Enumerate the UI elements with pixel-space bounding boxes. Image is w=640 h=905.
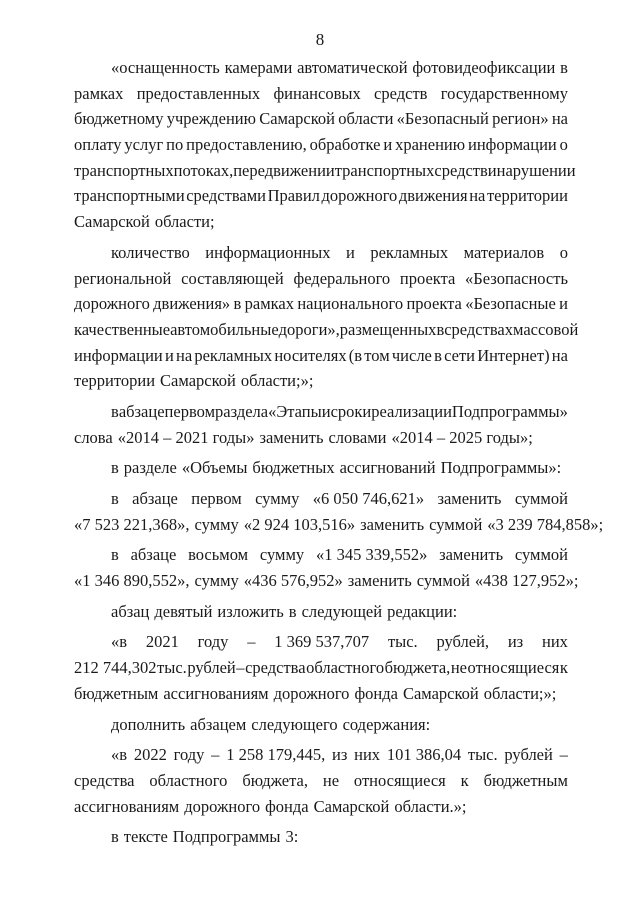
word: Самарской [74,212,150,232]
text-line [74,655,568,681]
word: рекламных [194,345,273,365]
word: слова [74,427,113,447]
word: Самарской [313,796,390,816]
word: сети [444,345,475,365]
text-line [74,425,568,451]
word: территории [74,371,156,391]
word: ассигнованиям [74,796,180,816]
word: относящиеся [353,770,446,790]
word: транспортными [74,186,185,206]
page-number: 8 [315,30,325,49]
word: к [460,770,469,790]
word: массовой [513,319,579,339]
word: «438 127,952»; [474,571,579,591]
text-line [74,629,568,655]
word: финансовых [273,83,361,103]
word: бюджетным [74,683,159,703]
word: и [383,135,393,155]
word: по [166,135,184,155]
text-line [74,266,568,292]
word: транспортных [74,160,174,180]
word: дополнить [111,714,186,734]
word: рекламных [370,242,449,262]
text-line [74,183,568,209]
word: году [173,745,205,765]
word: следующей [301,601,383,621]
word: передвижении [233,160,335,180]
word: «436 576,952» [243,571,343,591]
word: информации [468,135,557,155]
word: к [559,658,568,678]
word: Подпрограммы» [451,401,568,421]
word: – [236,658,245,678]
word: первом [191,489,242,508]
word: в [434,345,442,365]
word: и [164,345,174,365]
word: том [364,345,390,365]
word: и [321,401,331,421]
word: проекта [399,268,456,288]
text-line [74,240,568,266]
word: ассигнованиям [163,683,269,703]
word: транспортных [334,160,435,180]
word: «2014 – 2021 годы» [117,427,255,447]
text-line [74,106,568,132]
word: сумму [259,545,305,565]
word: территории [486,186,568,206]
word: тексте [123,827,168,847]
text-line [74,742,568,768]
word: регион» [492,109,549,129]
word: заменить [259,427,324,447]
word: абзацем [190,714,247,734]
text-line [74,368,568,394]
word: области.»; [394,796,467,816]
word: государственному [440,83,568,103]
word: Правил [267,186,320,206]
word: относящиеся [467,658,560,678]
word: носителях [274,345,347,365]
word: Интернет) [477,345,550,365]
word: Самарской [402,683,479,703]
text-line [74,455,568,481]
word: области;»; [240,371,314,391]
word: тыс. [467,745,498,765]
word: автомобильные [170,319,279,339]
word: информационных [205,242,331,262]
word: области;»; [483,683,557,703]
word: и [345,242,355,262]
word: «7 523 221,368», [74,514,190,534]
word: бюджетному [74,109,164,129]
word: 1 258 179,445, [226,745,326,765]
word: информации [74,345,163,365]
word: и [559,294,568,314]
word: «2014 – 2025 годы»; [391,427,533,447]
word: размещенных [339,319,437,339]
word: в [233,294,242,314]
word: качественные [74,319,171,339]
word: реализации [371,401,452,421]
word: – [247,632,256,652]
word: на [176,345,193,365]
word: девятый [154,601,213,621]
word: дорожного [321,186,398,206]
word: федерального [293,268,391,288]
word: абзаце [130,545,177,565]
word: заменить [347,571,412,591]
word: бюджетным [483,770,568,790]
text-line [74,794,568,820]
word: суммой [416,571,470,591]
word: предоставленных [136,83,261,103]
word: материалов [463,242,545,262]
word: абзаце [132,489,178,508]
word: в [111,827,119,847]
word: дорожного [184,796,261,816]
word: региональной [74,268,172,288]
word: суммой [514,489,568,508]
text-line [74,824,568,850]
word: средствах [444,319,513,339]
word: 101 386,04 [386,745,462,765]
text-line [74,399,568,425]
word: на [469,186,486,206]
word: заменить [360,514,425,534]
word: тыс. [157,658,187,678]
word: количество [111,242,190,262]
word: 2021 [145,632,179,652]
word: Самарской [160,371,236,391]
word: движения [398,186,468,206]
word: 212 744,302 [74,658,157,678]
text-line [74,542,568,568]
word: о [559,242,568,262]
word: ассигнований [339,458,436,478]
word: словами [328,427,387,447]
word: «в [111,745,128,765]
word: в [560,58,568,77]
word: первом [164,401,216,421]
word: фотовидеофиксации [412,58,556,77]
word: «Безопасность [465,268,568,288]
text-line [74,486,568,512]
word: «Этапы [268,401,322,421]
word: году [197,632,229,652]
word: «6 050 746,621» [312,489,425,508]
word: национального [297,294,404,314]
word: нарушении [496,160,576,180]
word: в [111,458,119,478]
word: составляющей [181,268,284,288]
word: 1 369 537,707 [274,632,370,652]
word: средств [374,83,428,103]
word: средства [245,658,306,678]
word: бюджета, [242,770,308,790]
word: камерами [224,58,293,77]
word: (в [348,345,363,365]
text-line [74,55,568,81]
word: «1 345 339,552» [315,545,428,565]
word: числе [391,345,432,365]
word: абзац [111,601,150,621]
word: 2022 [133,745,167,765]
word: области; [154,212,215,232]
word: Самарской [259,109,336,129]
word: хранению [395,135,466,155]
word: сроки [330,401,372,421]
word: Подпрограммы»: [440,458,562,478]
word: «Безопасный [396,109,489,129]
text-line [74,568,579,594]
text-line [74,681,568,707]
word: восьмом [188,545,249,565]
word: «1 346 890,552», [74,571,190,591]
word: рамках [74,83,124,103]
text-line [74,158,576,184]
word: – [211,745,220,765]
word: «Объемы [181,458,248,478]
word: фонда [265,796,309,816]
text-line [74,599,568,625]
word: суммой [429,514,483,534]
text-line [74,132,568,158]
word: дороги», [278,319,340,339]
word: на [551,109,568,129]
word: «2 924 103,516» [243,514,356,534]
word: проекта [406,294,462,314]
word: оплату [74,135,122,155]
word: «Безопасные [465,294,556,314]
word: бюджета, [384,658,451,678]
word: содержания: [342,714,431,734]
word: автоматической [297,58,408,77]
word: в [436,319,445,339]
word: них [542,632,568,652]
word: 3: [285,827,299,847]
word: из [507,632,524,652]
word: и [487,160,497,180]
word: сумму [194,514,239,534]
word: суммой [514,545,568,565]
word: сумму [194,571,239,591]
text-line [74,317,579,343]
word: заменить [439,545,504,565]
word: средства [74,770,135,790]
word: «3 239 784,858»; [487,514,604,534]
word: раздела [215,401,269,421]
word: предоставлению, [186,135,307,155]
word: изложить [217,601,284,621]
word: обработке [309,135,381,155]
word: «оснащенность [111,58,220,77]
word: о [559,135,568,155]
text-line [74,343,568,369]
word: областного [149,770,228,790]
word: редакции: [387,601,458,621]
word: рублей, [436,632,490,652]
word: них [354,745,381,765]
word: тыс. [387,632,418,652]
word: в [111,489,119,508]
word: «в [111,632,128,652]
word: фонда [354,683,398,703]
text-line [74,712,568,738]
word: в [288,601,297,621]
word: рамках [244,294,294,314]
word: услуг [124,135,164,155]
word: не [450,658,467,678]
word: рублей [504,745,553,765]
word: разделе [123,458,177,478]
word: Подпрограммы [172,827,281,847]
word: средств [434,160,488,180]
word: в [111,545,119,565]
word: абзаце [118,401,165,421]
word: областного [306,658,385,678]
document-body [74,55,604,850]
text-line [74,768,568,794]
word: – [559,745,568,765]
text-line [74,512,604,538]
text-line [74,209,568,235]
word: бюджетных [252,458,335,478]
word: области [338,109,394,129]
word: из [331,745,348,765]
word: сумму [255,489,300,508]
word: учреждению [166,109,256,129]
word: на [551,345,568,365]
word: дорожного [74,294,150,314]
word: дорожного [273,683,350,703]
word: не [322,770,340,790]
word: движения» [153,294,231,314]
word: следующего [251,714,338,734]
word: рублей [187,658,236,678]
text-line [74,291,568,317]
word: в [111,401,119,421]
word: заменить [437,489,502,508]
word: потоках, [173,160,234,180]
text-line [74,81,568,107]
word: средствами [186,186,266,206]
